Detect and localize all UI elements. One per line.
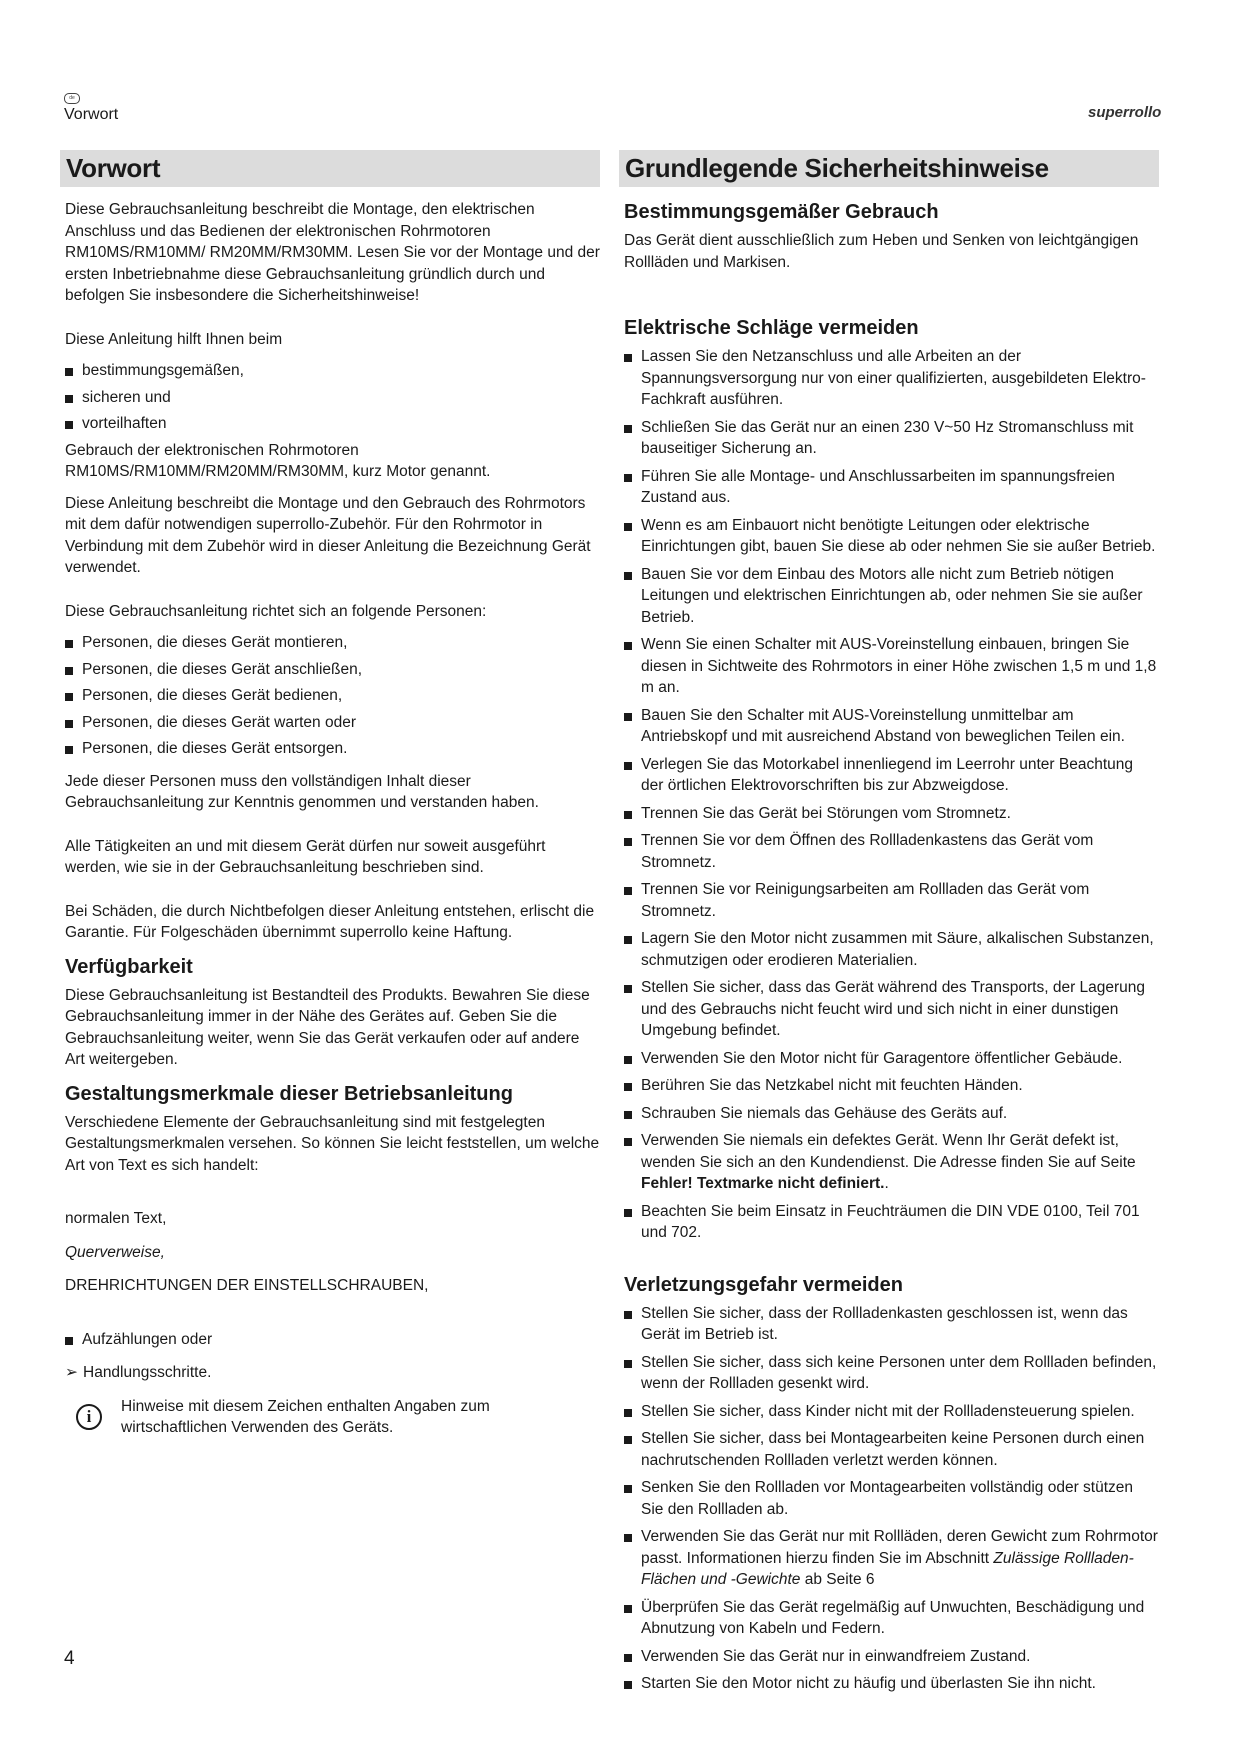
list-item-weight: Verwenden Sie das Gerät nur mit Rollläden, deren Gewicht zum Rohrmotor passt. Informationen hierzu finden Sie im Abschnitt Zulässige Rollladen-Flächen und -Gewichte ab Seite 6 xyxy=(624,1526,1159,1591)
list-item: bestimmungsgemäßen, xyxy=(65,360,600,382)
list-item: Personen, die dieses Gerät anschließen, xyxy=(65,659,600,681)
persons-note: Jede dieser Personen muss den vollständigen Inhalt dieser Gebrauchsanleitung zur Kenntnis genommen und verstanden haben. xyxy=(65,772,539,811)
list-item: Schließen Sie das Gerät nur an einen 230 V~50 Hz Stromanschluss mit bauseitiger Sicherung an. xyxy=(624,417,1159,460)
list-item: Stellen Sie sicher, dass bei Montagearbeiten keine Personen durch einen nachrutschenden Rollladen verletzt werden können. xyxy=(624,1428,1159,1471)
availability-heading: Verfügbarkeit xyxy=(65,955,193,978)
persons-intro: Diese Gebrauchsanleitung richtet sich an folgende Personen: xyxy=(65,602,487,620)
page-number: 4 xyxy=(64,1648,75,1669)
info-text: Hinweise mit diesem Zeichen enthalten Angaben zum wirtschaftlichen Verwenden des Geräts. xyxy=(121,1397,490,1436)
right-column xyxy=(619,150,1159,1701)
info-note xyxy=(76,1396,600,1439)
list-item: Personen, die dieses Gerät bedienen, xyxy=(65,685,600,707)
list-item: Aufzählungen oder xyxy=(65,1329,600,1351)
describes-paragraph: Diese Anleitung beschreibt die Montage und den Gebrauch des Rohrmotors mit dem dafür notwendigen superrollo-Zubehör. Für den Rohrmotor in Verbindung mit dem Zubehör wird in dieser Anleitung die Bezeichnung Gerät verwendet. xyxy=(65,494,591,576)
list-item: Stellen Sie sicher, dass das Gerät während des Transports, der Lagerung und des Gebrauchs nicht feucht wird und sich nicht in einer dunstigen Umgebung befindet. xyxy=(624,977,1159,1042)
left-column xyxy=(60,150,600,1439)
list-item: Beachten Sie beim Einsatz in Feuchträumen die DIN VDE 0100, Teil 701 und 702. xyxy=(624,1201,1159,1244)
list-item: Verwenden Sie den Motor nicht für Garagentore öffentlicher Gebäude. xyxy=(624,1048,1159,1070)
list-item: Führen Sie alle Montage- und Anschlussarbeiten im spannungsfreien Zustand aus. xyxy=(624,466,1159,509)
list-item: sicheren und xyxy=(65,387,600,409)
shock-list xyxy=(624,346,1159,1244)
list-item: Stellen Sie sicher, dass der Rollladenkasten geschlossen ist, wenn das Gerät im Betrieb ist. xyxy=(624,1303,1159,1346)
list-item: Personen, die dieses Gerät warten oder xyxy=(65,712,600,734)
list-item: Starten Sie den Motor nicht zu häufig und überlasten Sie ihn nicht. xyxy=(624,1673,1159,1695)
list-item: Wenn es am Einbauort nicht benötigte Leitungen oder elektrische Einrichtungen gibt, bauen Sie diese ab oder nehmen Sie sie außer Betrieb. xyxy=(624,515,1159,558)
use-heading: Bestimmungsgemäßer Gebrauch xyxy=(624,201,939,223)
list-item: Senken Sie den Rollladen vor Montagearbeiten vollständig oder stützen Sie den Rollladen ab. xyxy=(624,1477,1159,1520)
list-item: Stellen Sie sicher, dass sich keine Personen unter dem Rollladen befinden, wenn der Rollladen gesenkt wird. xyxy=(624,1352,1159,1395)
design-paragraph: Verschiedene Elemente der Gebrauchsanleitung sind mit festgelegten Gestaltungsmerkmalen versehen. So können Sie leicht feststellen, um welche Art von Text es sich handelt: xyxy=(65,1113,600,1174)
list-item: Überprüfen Sie das Gerät regelmäßig auf Unwuchten, Beschädigung und Abnutzung von Kabeln und Federn. xyxy=(624,1597,1159,1640)
list-item: Bauen Sie vor dem Einbau des Motors alle nicht zum Betrieb nötigen Leitungen und elektrischen Einrichtungen ab, oder nehmen Sie sie außer Betrieb. xyxy=(624,564,1159,629)
list-item: Trennen Sie vor Reinigungsarbeiten am Rollladen das Gerät vom Stromnetz. xyxy=(624,879,1159,922)
activities-paragraph: Alle Tätigkeiten an und mit diesem Gerät dürfen nur soweit ausgeführt werden, wie sie in der Gebrauchsanleitung beschrieben sind. xyxy=(65,837,546,876)
header-section-title: Vorwort xyxy=(64,106,119,123)
info-icon: i xyxy=(76,1404,102,1430)
design-heading: Gestaltungsmerkmale dieser Betriebsanleitung xyxy=(65,1082,513,1105)
steps-example xyxy=(65,1362,600,1384)
list-item: Verwenden Sie das Gerät nur in einwandfreiem Zustand. xyxy=(624,1646,1159,1668)
list-item-defect: Verwenden Sie niemals ein defektes Gerät. Wenn Ihr Gerät defekt ist, wenden Sie sich an den Kundendienst. Die Adresse finden Sie auf Seite Fehler! Textmarke nicht definiert.. xyxy=(624,1130,1159,1195)
list-item: Lassen Sie den Netzanschluss und alle Arbeiten an der Spannungsversorgung nur von einer qualifizierten, ausgebildeten Elektro-Fachkraft ausführen. xyxy=(624,346,1159,411)
use-paragraph: Das Gerät dient ausschließlich zum Heben und Senken von leichtgängigen Rollläden und Markisen. xyxy=(624,232,1139,271)
steps-label: Handlungsschritte. xyxy=(83,1364,212,1381)
damages-paragraph: Bei Schäden, die durch Nichtbefolgen dieser Anleitung entstehen, erlischt die Garantie. Für Folgeschäden übernimmt superrollo keine Haftung. xyxy=(65,902,595,941)
list-item: Schrauben Sie niemals das Gehäuse des Geräts auf. xyxy=(624,1103,1159,1125)
help-intro: Diese Anleitung hilft Ihnen beim xyxy=(65,330,283,348)
intro-paragraph: Diese Gebrauchsanleitung beschreibt die Montage, den elektrischen Anschluss und das Bedienen der elektronischen Rohrmotoren RM10MS/RM10MM/ RM20MM/RM30MM. Lesen Sie vor der Montage und der ersten Inbetriebnahme diese Gebrauchsanleitung gründlich durch und befolgen Sie insbesondere die Sicherheitshinweise! xyxy=(65,201,600,304)
list-item: Bauen Sie den Schalter mit AUS-Voreinstellung unmittelbar am Antriebskopf und mit ausreichend Abstand von beweglichen Teilen ein. xyxy=(624,705,1159,748)
help-after: Gebrauch der elektronischen Rohrmotoren RM10MS/RM10MM/RM20MM/RM30MM, kurz Motor genannt. xyxy=(65,441,491,480)
list-item: Wenn Sie einen Schalter mit AUS-Voreinstellung einbauen, bringen Sie diesen in Sichtweite des Rohrmotors in einer Höhe zwischen 1,5 m und 1,8 m an. xyxy=(624,634,1159,699)
cross-reference-link[interactable]: Zulässige Rollladen-Flächen und -Gewichte xyxy=(641,1549,1134,1588)
shock-heading: Elektrische Schläge vermeiden xyxy=(624,317,919,339)
section-heading-vorwort: Vorwort xyxy=(60,150,600,187)
list-item: Verlegen Sie das Motorkabel innenliegend im Leerrohr unter Beachtung der örtlichen Elektrovorschriften bis zur Abzweigdose. xyxy=(624,754,1159,797)
list-item: Personen, die dieses Gerät entsorgen. xyxy=(65,738,600,760)
persons-list xyxy=(65,632,600,760)
list-item: Personen, die dieses Gerät montieren, xyxy=(65,632,600,654)
help-list xyxy=(65,360,600,435)
list-item: Trennen Sie vor dem Öffnen des Rollladenkastens das Gerät vom Stromnetz. xyxy=(624,830,1159,873)
brand-logo: superrollo xyxy=(1088,104,1162,121)
list-item: vorteilhaften xyxy=(65,413,600,435)
list-item: Trennen Sie das Gerät bei Störungen vom Stromnetz. xyxy=(624,803,1159,825)
caps-example: DREHRICHTUNGEN DER EINSTELLSCHRAUBEN, xyxy=(65,1277,429,1294)
enum-example-list xyxy=(65,1329,600,1351)
language-badge: de xyxy=(64,93,80,104)
injury-heading: Verletzungsgefahr vermeiden xyxy=(624,1273,903,1296)
list-item: Stellen Sie sicher, dass Kinder nicht mit der Rollladensteuerung spielen. xyxy=(624,1401,1159,1423)
normal-text-example: normalen Text, xyxy=(65,1210,167,1227)
arrow-icon: ➢ xyxy=(65,1364,78,1381)
list-item: Lagern Sie den Motor nicht zusammen mit Säure, alkalischen Substanzen, schmutzigen oder erodieren Materialien. xyxy=(624,928,1159,971)
section-heading-safety: Grundlegende Sicherheitshinweise xyxy=(619,150,1159,187)
list-item: Berühren Sie das Netzkabel nicht mit feuchten Händen. xyxy=(624,1075,1159,1097)
injury-list xyxy=(624,1303,1159,1695)
cross-ref-example: Querverweise, xyxy=(65,1243,165,1261)
availability-paragraph: Diese Gebrauchsanleitung ist Bestandteil des Produkts. Bewahren Sie diese Gebrauchsanleitung immer in der Nähe des Gerätes auf. Geben Sie die Gebrauchsanleitung weiter, wenn Sie das Gerät verkaufen oder auf andere Art weitergeben. xyxy=(65,986,590,1068)
